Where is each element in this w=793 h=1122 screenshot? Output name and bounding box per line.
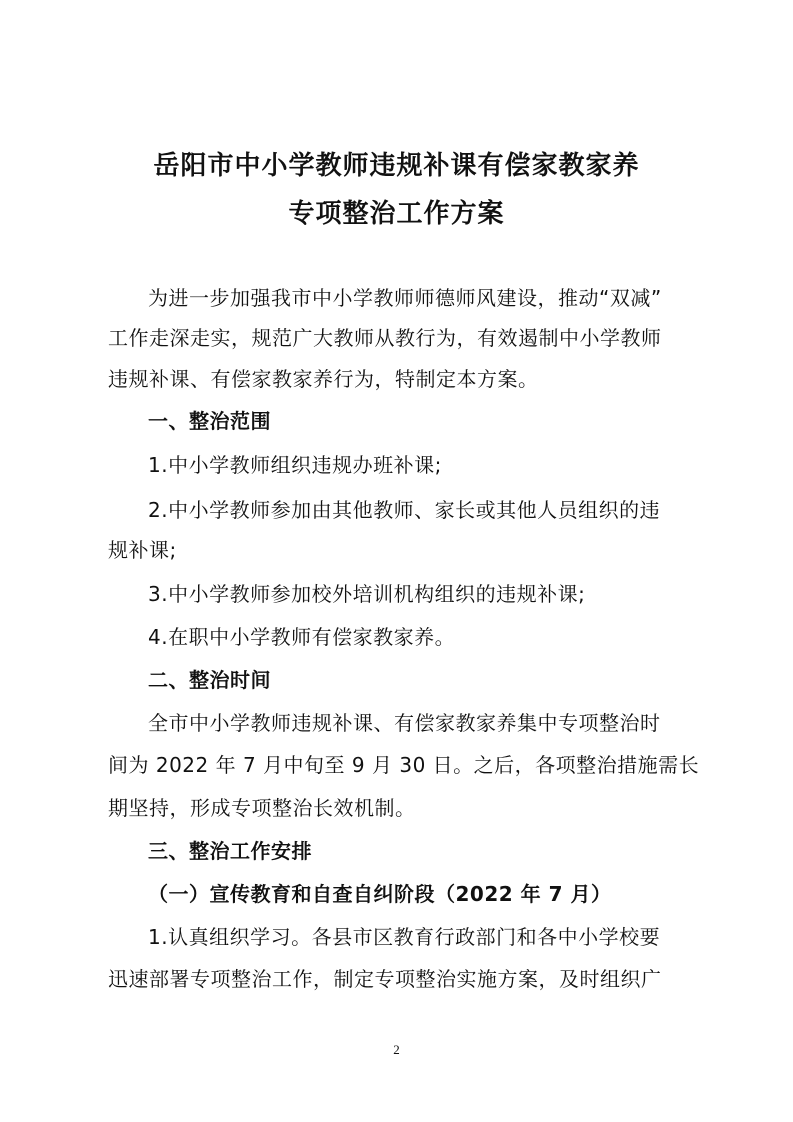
intro-paragraph-line: 为进一步加强我市中小学教师师德师风建设，推动“双减” — [148, 286, 662, 310]
time-paragraph-line: 间为 2022 年 7 月中旬至 9 月 30 日。之后，各项整治措施需长 — [108, 753, 700, 777]
section-heading-time: 二、整治时间 — [148, 668, 271, 692]
arrangement-paragraph-line: 1.认真组织学习。各县市区教育行政部门和各中小学校要 — [148, 925, 661, 949]
time-paragraph-line: 全市中小学教师违规补课、有偿家教家养集中专项整治时 — [148, 711, 661, 735]
section-heading-scope: 一、整治范围 — [148, 409, 271, 433]
intro-paragraph-line: 违规补课、有偿家教家养行为，特制定本方案。 — [108, 367, 539, 391]
document-title-line-1: 岳阳市中小学教师违规补课有偿家教家养 — [153, 151, 640, 181]
arrangement-paragraph-line: 迅速部署专项整治工作，制定专项整治实施方案，及时组织广 — [108, 967, 662, 991]
scope-item: 4.在职中小学教师有偿家教家养。 — [148, 625, 456, 649]
sub-heading-stage-one: （一）宣传教育和自查自纠阶段（2022 年 7 月） — [148, 882, 612, 906]
section-heading-arrangement: 三、整治工作安排 — [148, 839, 312, 863]
scope-item: 3.中小学教师参加校外培训机构组织的违规补课; — [148, 582, 586, 606]
scope-item: 2.中小学教师参加由其他教师、家长或其他人员组织的违 — [148, 498, 661, 522]
page-number: 2 — [393, 1042, 400, 1057]
intro-paragraph-line: 工作走深走实，规范广大教师从教行为，有效遏制中小学教师 — [108, 326, 662, 350]
scope-item: 1.中小学教师组织违规办班补课; — [148, 453, 442, 477]
time-paragraph-line: 期坚持，形成专项整治长效机制。 — [108, 796, 416, 820]
document-title-line-2: 专项整治工作方案 — [288, 199, 505, 229]
scope-item-continuation: 规补课; — [108, 538, 177, 562]
